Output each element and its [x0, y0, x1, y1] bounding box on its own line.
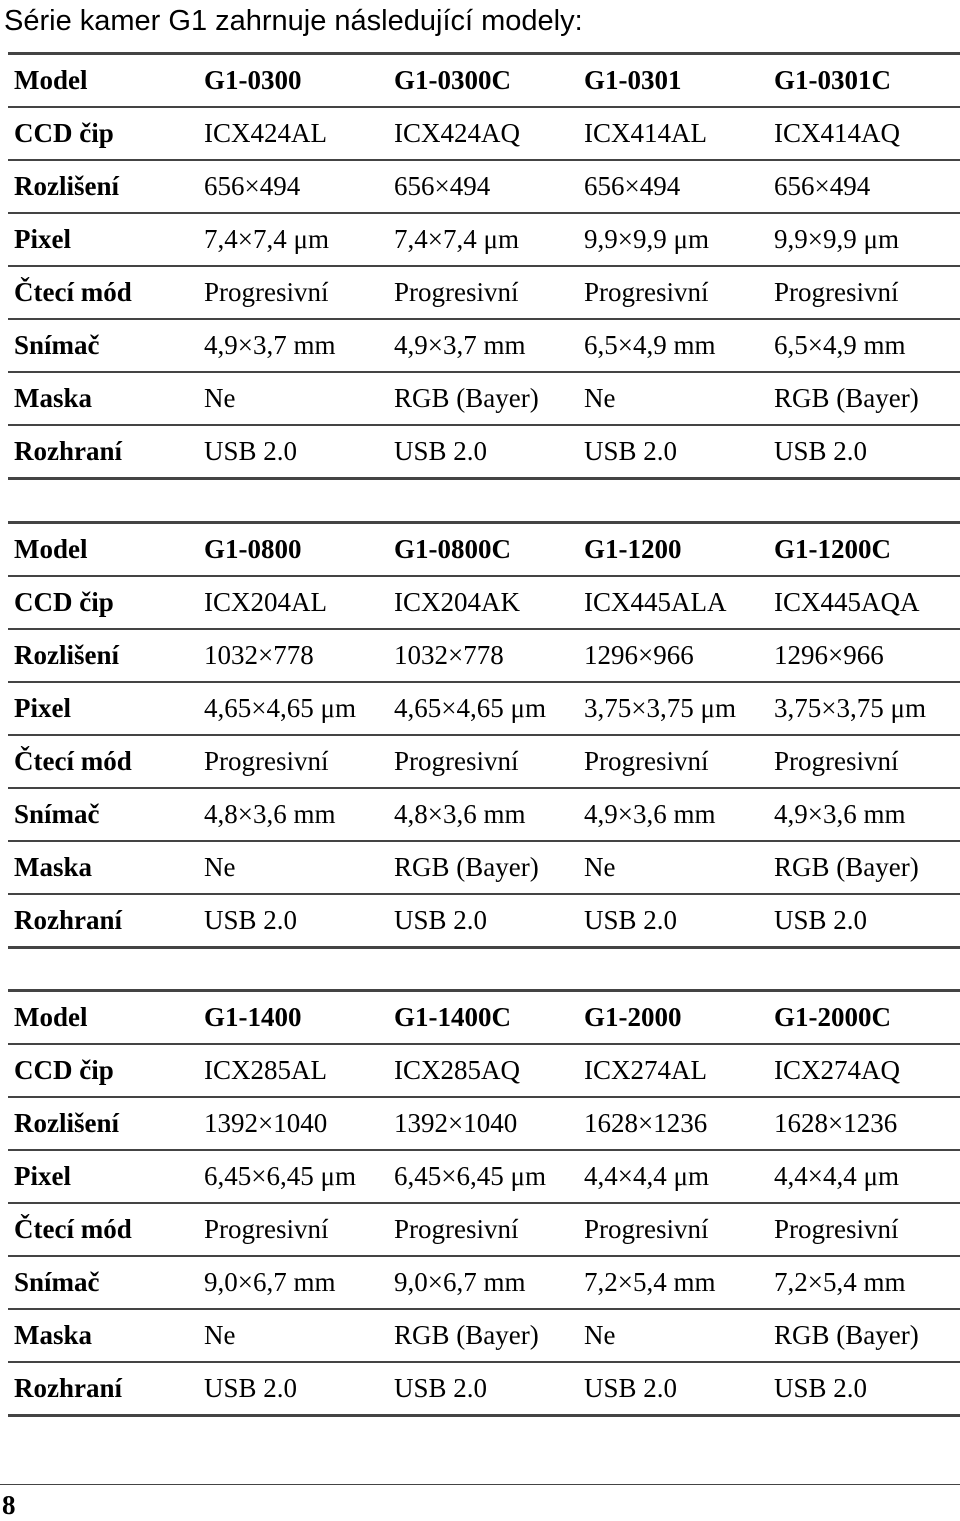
row-label: Maska [8, 1309, 204, 1362]
table-cell: RGB (Bayer) [774, 372, 960, 425]
row-label: Rozhraní [8, 425, 204, 479]
table-cell: Progresivní [584, 1203, 774, 1256]
table-cell: 1296×966 [584, 629, 774, 682]
table-cell: 4,4×4,4 μm [774, 1150, 960, 1203]
table-cell: G1-2000C [774, 991, 960, 1045]
row-ccd-chip [8, 576, 960, 629]
table-cell: 656×494 [204, 160, 394, 213]
table-cell: 1628×1236 [584, 1097, 774, 1150]
row-mask [8, 1309, 960, 1362]
table-cell: Progresivní [584, 735, 774, 788]
table-cell: 656×494 [584, 160, 774, 213]
table-cell: ICX414AQ [774, 107, 960, 160]
table-cell: 9,9×9,9 μm [584, 213, 774, 266]
table-cell: 7,4×7,4 μm [204, 213, 394, 266]
table-cell: ICX424AQ [394, 107, 584, 160]
table-cell: G1-1400C [394, 991, 584, 1045]
table-cell: 4,8×3,6 mm [394, 788, 584, 841]
row-label: Snímač [8, 788, 204, 841]
table-cell: 4,9×3,6 mm [584, 788, 774, 841]
row-label: Maska [8, 372, 204, 425]
table-cell: G1-0301 [584, 54, 774, 108]
row-label: Čtecí mód [8, 266, 204, 319]
table-cell: 1392×1040 [394, 1097, 584, 1150]
table-cell: Progresivní [204, 735, 394, 788]
row-mask [8, 372, 960, 425]
table-cell: ICX285AQ [394, 1044, 584, 1097]
row-label: Rozlišení [8, 1097, 204, 1150]
table-cell: ICX274AQ [774, 1044, 960, 1097]
table-cell: USB 2.0 [584, 1362, 774, 1416]
table-cell: G1-1400 [204, 991, 394, 1045]
row-label: CCD čip [8, 1044, 204, 1097]
table-cell: Ne [584, 372, 774, 425]
table-cell: 4,9×3,7 mm [204, 319, 394, 372]
table-cell: USB 2.0 [774, 1362, 960, 1416]
row-ccd-chip [8, 1044, 960, 1097]
table-cell: ICX445AQA [774, 576, 960, 629]
table-cell: RGB (Bayer) [394, 841, 584, 894]
table-cell: G1-0300 [204, 54, 394, 108]
row-label: Pixel [8, 1150, 204, 1203]
row-sensor [8, 1256, 960, 1309]
table-cell: RGB (Bayer) [774, 1309, 960, 1362]
row-readout-mode [8, 735, 960, 788]
row-model [8, 54, 960, 108]
table-cell: 3,75×3,75 μm [584, 682, 774, 735]
table-cell: Progresivní [774, 735, 960, 788]
table-cell: Progresivní [204, 1203, 394, 1256]
table-cell: Progresivní [394, 1203, 584, 1256]
table-cell: 7,2×5,4 mm [774, 1256, 960, 1309]
table-cell: Ne [584, 841, 774, 894]
table-cell: Progresivní [394, 735, 584, 788]
row-pixel [8, 682, 960, 735]
table-cell: G1-1200C [774, 523, 960, 577]
table-cell: USB 2.0 [584, 425, 774, 479]
table-cell: USB 2.0 [394, 1362, 584, 1416]
table-cell: 1296×966 [774, 629, 960, 682]
row-label: Pixel [8, 682, 204, 735]
row-sensor [8, 319, 960, 372]
table-cell: 7,2×5,4 mm [584, 1256, 774, 1309]
table-cell: 1392×1040 [204, 1097, 394, 1150]
table-cell: 1032×778 [394, 629, 584, 682]
table-cell: Progresivní [774, 266, 960, 319]
table-cell: USB 2.0 [584, 894, 774, 948]
table-cell: 6,5×4,9 mm [584, 319, 774, 372]
row-label: Čtecí mód [8, 735, 204, 788]
table-cell: USB 2.0 [774, 425, 960, 479]
footer-divider [0, 1484, 960, 1485]
row-label: Pixel [8, 213, 204, 266]
row-model [8, 523, 960, 577]
row-pixel [8, 1150, 960, 1203]
table-cell: 6,5×4,9 mm [774, 319, 960, 372]
table-cell: RGB (Bayer) [774, 841, 960, 894]
table-cell: USB 2.0 [204, 894, 394, 948]
row-interface [8, 1362, 960, 1416]
table-cell: 9,0×6,7 mm [204, 1256, 394, 1309]
table-cell: 6,45×6,45 μm [204, 1150, 394, 1203]
spec-table-3 [8, 989, 960, 1417]
table-cell: USB 2.0 [394, 894, 584, 948]
table-cell: Ne [204, 841, 394, 894]
row-label: Model [8, 991, 204, 1045]
table-cell: 656×494 [394, 160, 584, 213]
row-label: Rozlišení [8, 629, 204, 682]
table-cell: 7,4×7,4 μm [394, 213, 584, 266]
table-cell: 1032×778 [204, 629, 394, 682]
row-label: Čtecí mód [8, 1203, 204, 1256]
row-label: Rozlišení [8, 160, 204, 213]
spec-table-1 [8, 52, 960, 480]
row-label: Rozhraní [8, 894, 204, 948]
table-cell: 656×494 [774, 160, 960, 213]
row-resolution [8, 1097, 960, 1150]
row-label: Rozhraní [8, 1362, 204, 1416]
table-cell: ICX424AL [204, 107, 394, 160]
table-cell: ICX204AL [204, 576, 394, 629]
row-sensor [8, 788, 960, 841]
table-cell: 4,65×4,65 μm [394, 682, 584, 735]
table-cell: 3,75×3,75 μm [774, 682, 960, 735]
table-cell: 4,65×4,65 μm [204, 682, 394, 735]
row-label: Model [8, 54, 204, 108]
table-cell: RGB (Bayer) [394, 372, 584, 425]
page-heading: Série kamer G1 zahrnuje následující modely: [4, 5, 583, 37]
table-cell: USB 2.0 [394, 425, 584, 479]
table-cell: Ne [204, 1309, 394, 1362]
table-cell: 9,0×6,7 mm [394, 1256, 584, 1309]
table-cell: 4,4×4,4 μm [584, 1150, 774, 1203]
table-cell: Progresivní [584, 266, 774, 319]
row-label: CCD čip [8, 576, 204, 629]
table-cell: 1628×1236 [774, 1097, 960, 1150]
row-mask [8, 841, 960, 894]
table-cell: ICX204AK [394, 576, 584, 629]
table-cell: G1-0800 [204, 523, 394, 577]
row-resolution [8, 160, 960, 213]
table-cell: 9,9×9,9 μm [774, 213, 960, 266]
row-label: Model [8, 523, 204, 577]
row-pixel [8, 213, 960, 266]
row-resolution [8, 629, 960, 682]
row-interface [8, 894, 960, 948]
page-number: 8 [2, 1490, 16, 1520]
table-cell: G1-1200 [584, 523, 774, 577]
table-cell: ICX414AL [584, 107, 774, 160]
table-cell: 4,9×3,6 mm [774, 788, 960, 841]
table-cell: ICX445ALA [584, 576, 774, 629]
table-cell: 6,45×6,45 μm [394, 1150, 584, 1203]
table-cell: ICX285AL [204, 1044, 394, 1097]
row-interface [8, 425, 960, 479]
table-cell: 4,9×3,7 mm [394, 319, 584, 372]
table-cell: Progresivní [394, 266, 584, 319]
table-cell: G1-0300C [394, 54, 584, 108]
row-label: Snímač [8, 319, 204, 372]
row-model [8, 991, 960, 1045]
table-cell: 4,8×3,6 mm [204, 788, 394, 841]
row-label: Maska [8, 841, 204, 894]
table-cell: G1-0301C [774, 54, 960, 108]
table-cell: Progresivní [774, 1203, 960, 1256]
table-cell: Ne [204, 372, 394, 425]
table-cell: Ne [584, 1309, 774, 1362]
table-cell: USB 2.0 [774, 894, 960, 948]
row-label: Snímač [8, 1256, 204, 1309]
table-cell: G1-2000 [584, 991, 774, 1045]
table-cell: G1-0800C [394, 523, 584, 577]
table-cell: Progresivní [204, 266, 394, 319]
row-label: CCD čip [8, 107, 204, 160]
row-readout-mode [8, 266, 960, 319]
table-cell: RGB (Bayer) [394, 1309, 584, 1362]
table-cell: ICX274AL [584, 1044, 774, 1097]
table-cell: USB 2.0 [204, 1362, 394, 1416]
row-ccd-chip [8, 107, 960, 160]
row-readout-mode [8, 1203, 960, 1256]
spec-table-2 [8, 521, 960, 949]
table-cell: USB 2.0 [204, 425, 394, 479]
